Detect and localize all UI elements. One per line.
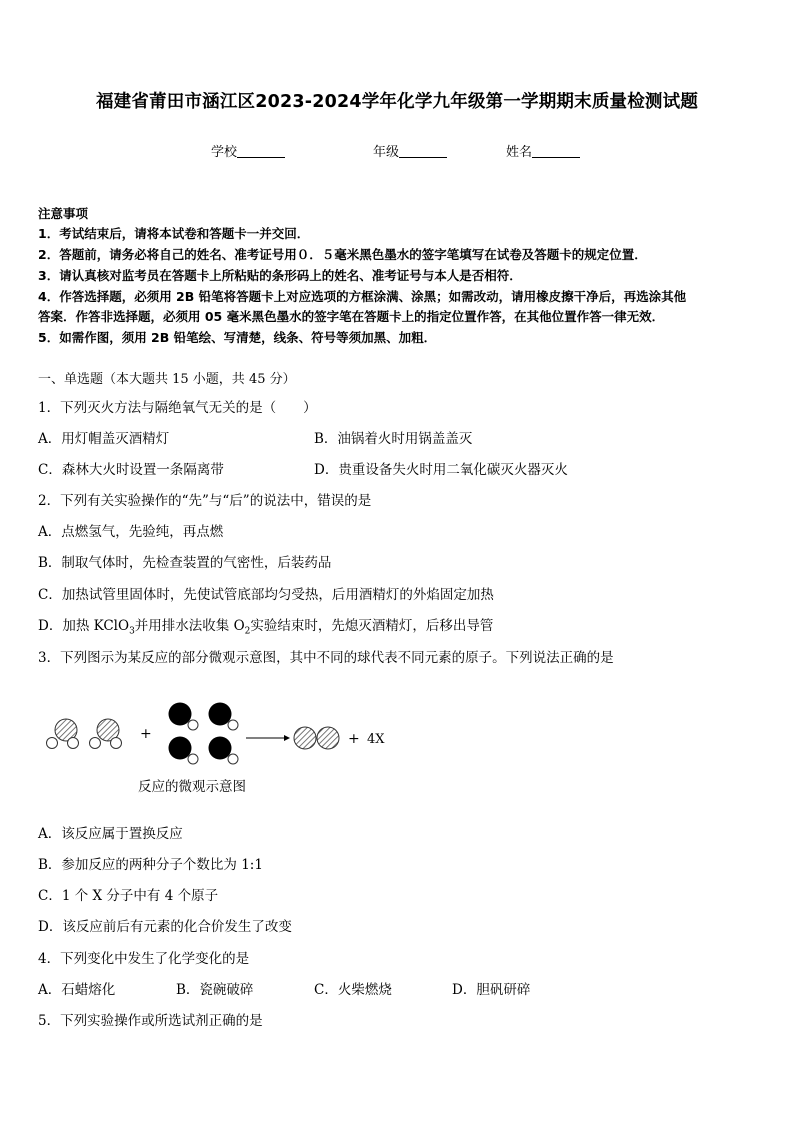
name-field[interactable] bbox=[506, 141, 580, 160]
question-3-option-a[interactable]: A．该反应属于置换反应 bbox=[38, 826, 183, 842]
school-blank[interactable] bbox=[237, 144, 285, 158]
option-d-text: 并用排水法收集 O bbox=[134, 618, 245, 634]
note-item: 答案．作答非选择题，必须用 05 毫米黑色墨水的签字笔在答题卡上的指定位置作答，在其他位置作答一律无效． bbox=[38, 309, 665, 324]
reactant-molecule-b bbox=[209, 737, 239, 765]
question-4-option-a[interactable]: A．石蜡熔化 bbox=[38, 982, 116, 998]
question-1-option-b[interactable]: B．油锅着火时用锅盖盖灭 bbox=[314, 431, 473, 447]
reactant-molecule-b bbox=[169, 703, 199, 731]
question-1-option-a[interactable]: A．用灯帽盖灭酒精灯 bbox=[38, 431, 170, 447]
page-title: 福建省莆田市涵江区2023-2024学年化学九年级第一学期期末质量检测试题 bbox=[95, 92, 699, 112]
question-3-option-b[interactable]: B．参加反应的两种分子个数比为 1:1 bbox=[38, 857, 263, 873]
question-4-option-b[interactable]: B．瓷碗破碎 bbox=[176, 982, 254, 998]
subscript: 2 bbox=[244, 626, 251, 637]
subscript: 3 bbox=[129, 626, 135, 637]
question-4-option-d[interactable]: D．胆矾研碎 bbox=[452, 982, 531, 998]
question-4-stem: 4．下列变化中发生了化学变化的是 bbox=[38, 951, 250, 967]
question-5-stem: 5．下列实验操作或所选试剂正确的是 bbox=[38, 1013, 263, 1029]
grade-field[interactable] bbox=[373, 141, 447, 160]
product-molecule bbox=[294, 727, 339, 749]
note-item: 3．请认真核对监考员在答题卡上所粘贴的条形码上的姓名、准考证号与本人是否相符． bbox=[38, 268, 522, 283]
section-heading: 一、单选题（本大题共 15 小题，共 45 分） bbox=[38, 372, 296, 387]
option-d-text: 实验结束时，先熄灭酒精灯，后移出导管 bbox=[250, 618, 494, 634]
question-2-option-a[interactable]: A．点燃氢气，先验纯，再点燃 bbox=[38, 524, 224, 540]
plus-sign: + bbox=[348, 731, 360, 747]
question-2-option-c[interactable]: C．加热试管里固体时，先使试管底部均匀受热，后用酒精灯的外焰固定加热 bbox=[38, 587, 494, 603]
grade-blank[interactable] bbox=[399, 144, 447, 158]
question-1-option-c[interactable]: C．森林大火时设置一条隔离带 bbox=[38, 462, 224, 478]
reaction-arrow bbox=[246, 735, 290, 741]
question-3-option-d[interactable]: D．该反应前后有元素的化合价发生了改变 bbox=[38, 919, 292, 935]
question-3-option-c[interactable]: C．1 个 X 分子中有 4 个原子 bbox=[38, 888, 219, 904]
school-field[interactable] bbox=[211, 141, 285, 160]
name-blank[interactable] bbox=[532, 144, 580, 158]
school-label: 学校 bbox=[211, 145, 238, 160]
note-item: 5．如需作图，须用 2B 铅笔绘、写清楚，线条、符号等须加黑、加粗． bbox=[38, 330, 437, 345]
product-x-label: 4X bbox=[367, 732, 385, 747]
question-1-stem: 1．下列灭火方法与隔绝氧气无关的是（ ） bbox=[38, 400, 317, 416]
note-item: 4．作答选择题，必须用 2B 铅笔将答题卡上对应选项的方框涂满、涂黑；如需改动，请用橡皮擦干净后，再选涂其他 bbox=[38, 289, 687, 304]
diagram-caption: 反应的微观示意图 bbox=[138, 779, 246, 795]
question-2-stem: 2．下列有关实验操作的“先”与“后”的说法中，错误的是 bbox=[38, 493, 372, 509]
note-item: 2．答题前，请务必将自己的姓名、准考证号用０．５毫米黑色墨水的签字笔填写在试卷及答题卡的规定位置． bbox=[38, 247, 647, 262]
notes-heading: 注意事项 bbox=[38, 206, 89, 221]
name-label: 姓名 bbox=[506, 145, 533, 160]
reactant-molecule-a bbox=[90, 719, 122, 749]
option-d-text: D．加热 KClO bbox=[38, 618, 130, 634]
reactant-molecule-b bbox=[209, 703, 239, 731]
reaction-diagram bbox=[40, 700, 400, 770]
grade-label: 年级 bbox=[373, 145, 400, 160]
reactant-molecule-a bbox=[47, 719, 79, 749]
question-3-stem: 3．下列图示为某反应的部分微观示意图，其中不同的球代表不同元素的原子。下列说法正确的是 bbox=[38, 650, 614, 666]
reactant-molecule-b bbox=[169, 737, 199, 765]
question-1-option-d[interactable]: D．贵重设备失火时用二氧化碳灭火器灭火 bbox=[314, 462, 568, 478]
question-2-option-d[interactable] bbox=[38, 614, 493, 637]
plus-sign: + bbox=[140, 726, 152, 742]
note-item: 1．考试结束后，请将本试卷和答题卡一并交回． bbox=[38, 226, 310, 241]
question-2-option-b[interactable]: B．制取气体时，先检查装置的气密性，后装药品 bbox=[38, 555, 332, 571]
question-4-option-c[interactable]: C．火柴燃烧 bbox=[314, 982, 392, 998]
